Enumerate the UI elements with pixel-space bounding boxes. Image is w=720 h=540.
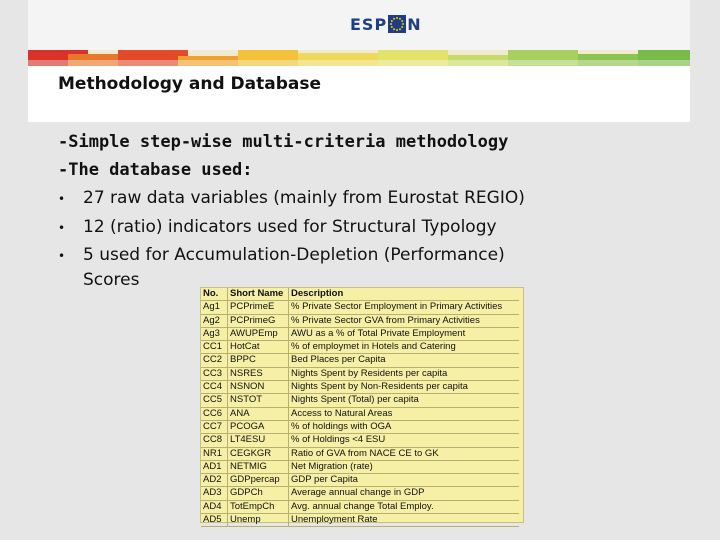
cell-no: AD4 — [201, 500, 228, 513]
cell-no: CC4 — [201, 381, 228, 394]
cell-description: AWU as a % of Total Private Employment — [291, 327, 466, 339]
methodology-line: -Simple step-wise multi-criteria methodology — [58, 132, 509, 152]
table-row — [201, 434, 519, 447]
logo-text-right: N — [407, 14, 422, 34]
cell-description: % of employmet in Hotels and Catering — [291, 341, 456, 353]
cell-description: Access to Natural Areas — [291, 407, 393, 419]
table-body — [201, 301, 519, 527]
cell-description: Nights Spent by Non-Residents per capita — [291, 381, 468, 393]
cell-short-name: TotEmpCh — [228, 500, 289, 513]
bullet-item — [58, 217, 497, 237]
cell-short-name: NSRES — [228, 367, 289, 380]
bullet-icon: • — [58, 249, 66, 263]
cell-short-name: Unemp — [228, 514, 289, 527]
table-row — [201, 327, 519, 340]
cell-description: Nights Spent (Total) per capita — [291, 394, 419, 406]
espon-logo — [350, 12, 422, 36]
table-row — [201, 407, 519, 420]
eu-stars-icon — [388, 15, 406, 33]
slide-title: Methodology and Database — [58, 74, 322, 94]
table-row — [201, 381, 519, 394]
cell-short-name: NSNON — [228, 381, 289, 394]
cell-no: Ag2 — [201, 314, 228, 327]
table-header-row — [201, 288, 519, 301]
cell-short-name: PCPrimeE — [228, 301, 289, 314]
table-row — [201, 500, 519, 513]
cell-description: Bed Places per Capita — [291, 354, 386, 366]
cell-short-name: GDPpercap — [228, 474, 289, 487]
indicator-table-image — [200, 287, 524, 526]
cell-no: CC1 — [201, 341, 228, 354]
cell-description: Avg. annual change Total Employ. — [291, 500, 434, 512]
column-header-short-name: Short Name — [228, 288, 289, 301]
bullet-icon: • — [58, 221, 66, 235]
cell-no: CC5 — [201, 394, 228, 407]
cell-description: % of Holdings <4 ESU — [291, 434, 386, 446]
cell-no: CC6 — [201, 407, 228, 420]
logo-text-left: ESP — [350, 14, 388, 34]
cell-no: CC8 — [201, 434, 228, 447]
cell-short-name: NETMIG — [228, 460, 289, 473]
cell-short-name: BPPC — [228, 354, 289, 367]
cell-description: Average annual change in GDP — [291, 487, 425, 499]
cell-short-name: PCOGA — [228, 420, 289, 433]
cell-description: Nights Spent by Residents per capita — [291, 367, 448, 379]
bullet-icon: • — [58, 192, 66, 206]
left-margin-band — [0, 0, 28, 540]
column-header-description: Description — [291, 288, 344, 299]
cell-short-name: AWUPEmp — [228, 327, 289, 340]
bullet-continuation: Scores — [83, 270, 140, 290]
bullet-text: 12 (ratio) indicators used for Structural Typology — [83, 217, 497, 237]
cell-no: Ag3 — [201, 327, 228, 340]
cell-description: GDP per Capita — [291, 474, 358, 486]
cell-no: AD2 — [201, 474, 228, 487]
table-row — [201, 314, 519, 327]
decorative-map-stripe — [28, 50, 690, 66]
cell-no: AD5 — [201, 514, 228, 527]
table-row — [201, 487, 519, 500]
cell-short-name: CEGKGR — [228, 447, 289, 460]
table-row — [201, 420, 519, 433]
cell-description: Ratio of GVA from NACE CE to GK — [291, 447, 439, 459]
table-row — [201, 394, 519, 407]
title-area — [28, 66, 690, 122]
cell-no: AD1 — [201, 460, 228, 473]
table-row — [201, 301, 519, 314]
cell-no: AD3 — [201, 487, 228, 500]
bullet-text: 5 used for Accumulation-Depletion (Performance) — [83, 245, 505, 265]
bullet-item — [58, 245, 505, 265]
table-row — [201, 354, 519, 367]
bullet-text: 27 raw data variables (mainly from Eurostat REGIO) — [83, 188, 525, 208]
indicator-table — [201, 288, 519, 527]
cell-short-name: GDPCh — [228, 487, 289, 500]
column-header-no: No. — [201, 288, 228, 301]
table-row — [201, 474, 519, 487]
table-row — [201, 341, 519, 354]
database-line: -The database used: — [58, 160, 253, 180]
cell-description: Net Migration (rate) — [291, 460, 373, 472]
cell-short-name: HotCat — [228, 341, 289, 354]
table-row — [201, 460, 519, 473]
cell-description: % of holdings with OGA — [291, 420, 392, 432]
cell-description: % Private Sector GVA from Primary Activities — [291, 314, 480, 326]
table-row — [201, 514, 519, 527]
table-row — [201, 447, 519, 460]
cell-no: CC2 — [201, 354, 228, 367]
cell-short-name: PCPrimeG — [228, 314, 289, 327]
cell-short-name: LT4ESU — [228, 434, 289, 447]
cell-short-name: ANA — [228, 407, 289, 420]
cell-no: CC3 — [201, 367, 228, 380]
right-margin-band — [690, 0, 720, 540]
bullet-item — [58, 188, 525, 208]
cell-description: % Private Sector Employment in Primary Activities — [291, 301, 503, 313]
cell-no: Ag1 — [201, 301, 228, 314]
content-area — [28, 122, 690, 540]
header-bar — [28, 0, 690, 52]
cell-no: NR1 — [201, 447, 228, 460]
table-row — [201, 367, 519, 380]
cell-short-name: NSTOT — [228, 394, 289, 407]
cell-description: Unemployment Rate — [291, 514, 378, 526]
cell-no: CC7 — [201, 420, 228, 433]
